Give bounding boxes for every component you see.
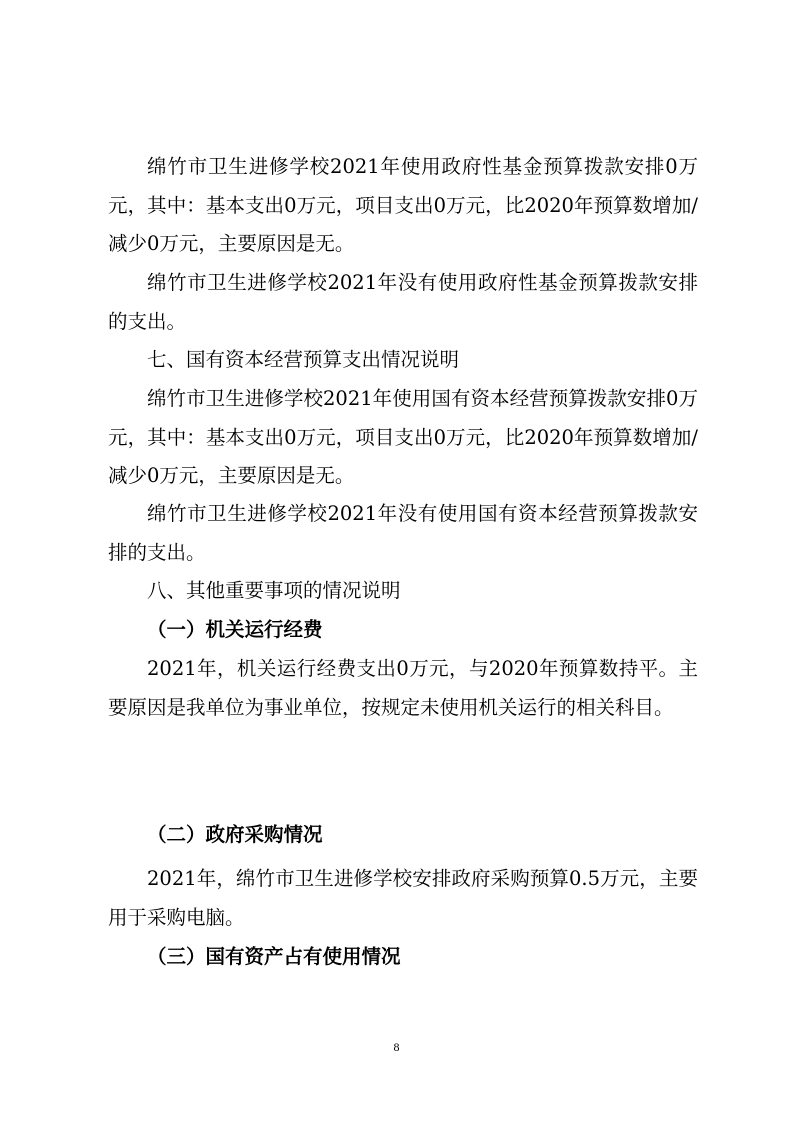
paragraph-state-capital-none: 绵竹市卫生进修学校2021年没有使用国有资本经营预算拨款安排的支出。 xyxy=(108,502,698,564)
paragraph-government-fund: 绵竹市卫生进修学校2021年使用政府性基金预算拨款安排0万元，其中：基本支出0万元，项目支出0万元，比2020年预算数增加/减少0万元，主要原因是无。 xyxy=(108,155,698,255)
subsection-heading-3: （三）国有资产占有使用情况 xyxy=(147,945,401,968)
subsection-heading-2: （二）政府采购情况 xyxy=(147,823,323,846)
page-number: 8 xyxy=(393,1040,400,1054)
paragraph-operating-expenses: 2021年，机关运行经费支出0万元，与2020年预算数持平。主要原因是我单位为事业单位，按规定未使用机关运行的相关科目。 xyxy=(108,657,698,719)
section-heading-8: 八、其他重要事项的情况说明 xyxy=(147,579,401,602)
subsection-heading-1: （一）机关运行经费 xyxy=(147,618,323,641)
paragraph-government-fund-none: 绵竹市卫生进修学校2021年没有使用政府性基金预算拨款安排的支出。 xyxy=(108,271,698,333)
section-heading-7: 七、国有资本经营预算支出情况说明 xyxy=(147,348,460,371)
paragraph-procurement: 2021年，绵竹市卫生进修学校安排政府采购预算0.5万元，主要用于采购电脑。 xyxy=(108,867,698,929)
paragraph-state-capital: 绵竹市卫生进修学校2021年使用国有资本经营预算拨款安排0万元，其中：基本支出0万元，项目支出0万元，比2020年预算数增加/减少0万元，主要原因是无。 xyxy=(108,387,698,487)
